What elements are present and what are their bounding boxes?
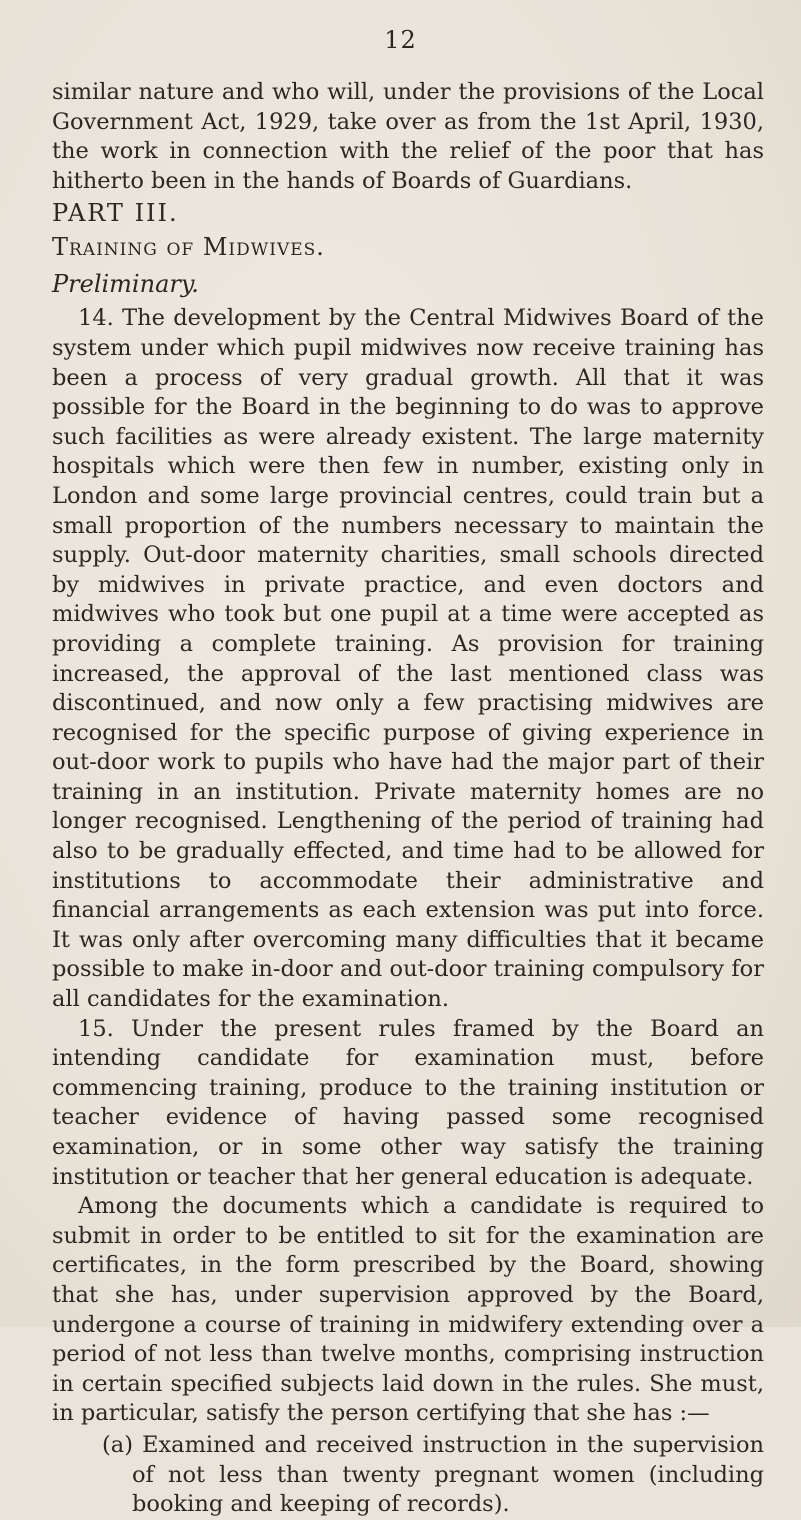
sub-heading: Preliminary. xyxy=(52,270,199,299)
section-heading: Training of Midwives. xyxy=(52,233,325,262)
paragraph-documents: Among the documents which a candidate is required to submit in order to be entitled to sit for the examination are certificates, in the form prescribed by the Board, showing that she has, under supervision approved by the Board, undergone a course of training in midwifery extending over a period of not less than twelve months, comprising instruction in certain specified subjects laid down in the rules. She must, in particular, satisfy the person certifying that she has :— xyxy=(52,1193,764,1427)
paragraph-14: 14. The development by the Central Midwives Board of the system under which pupil midwives now receive training has been a process of very gradual growth. All that it was possible for the Board in the beginning to do was to approve such facilities as were already existent. The large maternity hospitals which were then few in number, existing only in London and some large provincial centres, could train but a small proportion of the numbers necessary to maintain the supply. Out-door maternity charities, small schools directed by midwives in private practice, and even doctors and midwives who took but one pupil at a time were accepted as providing a complete training. As provision for training increased, the approval of the last mentioned class was discontinued, and now only a few practising midwives are recognised for the specific purpose of giving experience in out-door work to pupils who have had the major part of their training in an institution. Private maternity homes are no longer recognised. Lengthening of the period of training had also to be gradually effected, and time had to be allowed for institutions to accommodate their administrative and financial arrangements as each extension was put into force. It was only after overcoming many difficulties that it became possible to make in-door and out-door training compulsory for all candidates for the examination. xyxy=(52,305,764,1013)
part-heading: PART III. xyxy=(52,199,179,228)
paragraph-continuation: similar nature and who will, under the provisions of the Local Government Act, 1929, take over as from the 1st April, 1930, the work in connection with the relief of the poor that has hitherto been in the hands of Boards of Guardians. xyxy=(52,79,764,194)
page-number: 12 xyxy=(384,26,417,54)
page-body xyxy=(52,78,764,1520)
paragraph-15: 15. Under the present rules framed by the Board an intending candidate for examination must, before commencing training, produce to the training institution or teacher evidence of having passed some recognised examination, or in some other way satisfy the training institution or teacher that her general education is adequate. xyxy=(52,1015,764,1190)
list-item-a: (a) Examined and received instruction in the supervision of not less than twenty pregnant women (including booking and keeping of records). xyxy=(102,1431,764,1518)
